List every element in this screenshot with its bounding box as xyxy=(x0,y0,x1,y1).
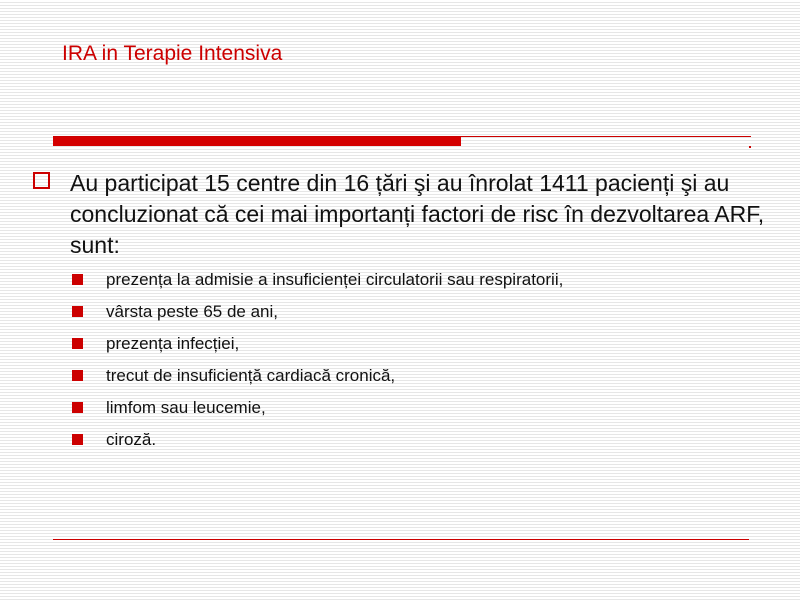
sub-bullet-item xyxy=(30,395,770,427)
divider-tick xyxy=(749,146,751,148)
slide-title: IRA in Terapie Intensiva xyxy=(62,42,283,65)
sub-bullet-item xyxy=(30,267,770,299)
sub-bullet-text: prezența infecției, xyxy=(106,334,240,353)
slide-content xyxy=(30,168,770,459)
main-bullet-point xyxy=(30,168,770,261)
filled-square-icon xyxy=(72,338,83,349)
title-divider xyxy=(53,136,751,148)
sub-bullet-text: ciroză. xyxy=(106,430,157,449)
main-bullet-text: Au participat 15 centre din 16 țări şi au înrolat 1411 pacienți şi au concluzionat că cei mai importanți factori de risc în dezvoltarea ARF, sunt: xyxy=(70,170,765,258)
filled-square-icon xyxy=(72,402,83,413)
sub-bullet-item xyxy=(30,299,770,331)
filled-square-icon xyxy=(72,370,83,381)
sub-bullet-text: limfom sau leucemie, xyxy=(106,398,266,417)
filled-square-icon xyxy=(72,306,83,317)
sub-bullet-item xyxy=(30,363,770,395)
hollow-square-icon xyxy=(33,172,50,189)
sub-bullet-list xyxy=(30,267,770,459)
filled-square-icon xyxy=(72,434,83,445)
sub-bullet-text: vârsta peste 65 de ani, xyxy=(106,302,279,321)
divider-thick-bar xyxy=(53,137,461,146)
sub-bullet-item xyxy=(30,427,770,459)
footer-divider xyxy=(53,539,749,540)
filled-square-icon xyxy=(72,274,83,285)
sub-bullet-item xyxy=(30,331,770,363)
sub-bullet-text: prezența la admisie a insuficienței circulatorii sau respiratorii, xyxy=(106,270,564,289)
sub-bullet-text: trecut de insuficiență cardiacă cronică, xyxy=(106,366,396,385)
